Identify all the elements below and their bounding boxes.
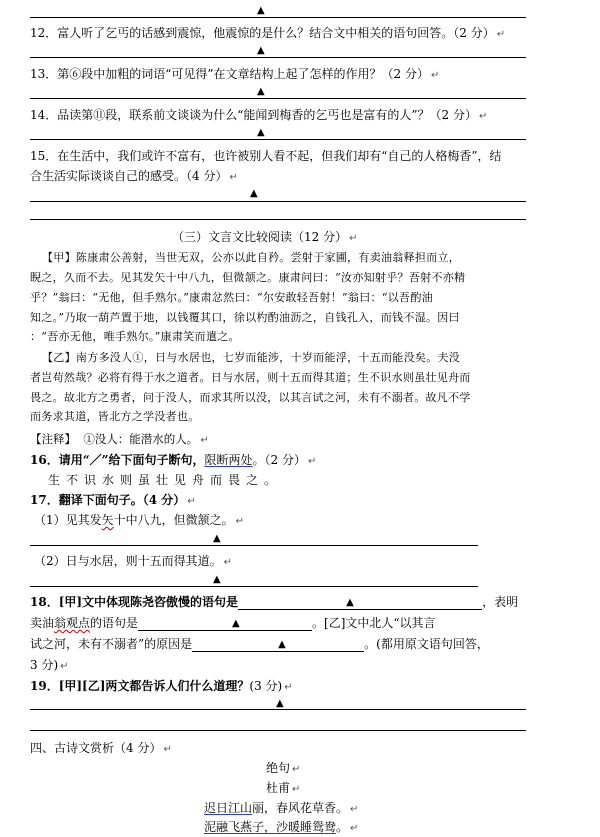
answer-triangle: ▲: [346, 597, 354, 608]
poem-author: 杜甫 ↵: [266, 781, 301, 795]
question-18-line2: 卖油翁观点的语句是 ▲ 。[乙]文中北人“以其言: [30, 616, 436, 630]
answer-triangle: ▲: [232, 618, 240, 629]
section-3-heading: （三）文言文比较阅读（12 分） ↵: [172, 230, 358, 244]
question-19: 19．[甲][乙]两文都告诉人们什么道理？(3 分) ↵: [30, 679, 293, 693]
answer-triangle: ▲: [257, 86, 265, 97]
answer-triangle: ▲: [250, 188, 258, 199]
answer-triangle: ▲: [213, 533, 221, 544]
answer-triangle: ▲: [257, 127, 265, 138]
question-16-sentence: 生不识水则虽壮见舟而畏之。: [48, 473, 283, 487]
question-17-item-2: （2）日与水居，则十五而得其道。 ↵: [34, 554, 233, 568]
question-17: 17．翻译下面句子。（4 分） ↵: [30, 493, 196, 507]
question-16: 16．请用“／”给下面句子断句，限断两处。（2 分） ↵: [30, 453, 317, 467]
answer-line: [30, 219, 526, 220]
answer-line: [30, 730, 526, 731]
answer-blank[interactable]: [238, 597, 482, 610]
question-18-line4: 3 分) ↵: [30, 658, 69, 672]
passage-jia-line: ：“吾亦无他，唯手熟尔。”康肃笑而遣之。: [30, 330, 240, 343]
answer-blank[interactable]: [192, 639, 364, 652]
answer-triangle: ▲: [276, 698, 284, 709]
passage-yi-line: 者岂苟然哉？必将有得于水之道者。日与水居，则十五而得其道；生不识水则虽壮见舟而: [30, 371, 471, 384]
question-13: 13．第⑥段中加粗的词语“可见得”在文章结构上起了怎样的作用？（2 分） ↵: [30, 67, 440, 81]
question-15-line2: 合生活实际谈谈自己的感受。（4 分） ↵: [30, 169, 238, 183]
poem-line-1: 迟日江山丽，春风花草香。 ↵: [204, 801, 359, 815]
answer-line: [30, 17, 526, 18]
question-14: 14．品读第⑪段，联系前文谈谈为什么“能闻到梅香的乞丐也是富有的人”？（2 分） ↵: [30, 108, 488, 122]
annotation-note: 【注释】 ①没人：能潜水的人。 ↵: [30, 432, 209, 446]
passage-jia-line: 知之。”乃取一葫芦置于地，以钱覆其口，徐以杓酌油沥之，自钱孔入，而钱不湿。因曰: [30, 311, 460, 324]
answer-triangle: ▲: [257, 5, 265, 16]
answer-line: [30, 57, 526, 58]
answer-blank[interactable]: [138, 618, 312, 631]
poem-title: 绝句 ↵: [266, 761, 301, 775]
passage-jia-line: 睨之，久而不去。见其发矢十中八九，但微颔之。康肃问曰：“汝亦知射乎？吾射不亦精: [30, 271, 466, 284]
answer-triangle: ▲: [213, 574, 221, 585]
passage-yi-line: 畏之。故北方之勇者，问于没人，而求其所以没，以其言试之河，未有不溺者。故凡不学: [30, 391, 471, 404]
passage-yi-line: 【乙】南方多没人①，日与水居也，七岁而能涉，十岁而能浮，十五而能没矣。夫没: [42, 351, 461, 364]
answer-line: [30, 586, 478, 587]
question-12: 12．富人听了乞丐的话感到震惊，他震惊的是什么？结合文中相关的语句回答。（2 分） ↵: [30, 26, 506, 40]
underlined-phrase: 限断两处: [204, 453, 253, 467]
answer-triangle: ▲: [278, 639, 286, 650]
answer-line: [30, 709, 526, 710]
answer-line: [30, 139, 526, 140]
question-15-line1: 15．在生活中，我们或许不富有，也许被别人看不起，但我们却有“自己的人格梅香”，结: [30, 149, 502, 163]
passage-yi-line: 而务求其道，皆北方之学没者也。: [30, 410, 200, 423]
question-18-line1: 18．[甲]文中体现陈尧咨傲慢的语句是 ▲ ，表明: [30, 595, 519, 609]
answer-line: [30, 201, 526, 202]
answer-triangle: ▲: [257, 45, 265, 56]
answer-line: [30, 545, 478, 546]
poem-line-2: 泥融飞燕子，沙暖睡鸳鸯。 ↵: [204, 820, 359, 834]
answer-line: [30, 98, 526, 99]
question-18-line3: 试之河，未有不溺者”的原因是 ▲ 。(都用原文语句回答，: [30, 637, 489, 651]
question-17-item-1: （1）见其发矢十中八九，但微颔之。 ↵: [34, 513, 245, 527]
section-4-heading: 四、古诗文赏析（4 分） ↵: [30, 741, 172, 755]
passage-jia-line: 乎？”翁曰：“无他，但手熟尔。”康肃忿然曰：“尔安敢轻吾射！”翁曰：“以吾酌油: [30, 291, 433, 304]
passage-jia-line: 【甲】陈康肃公善射，当世无双，公亦以此自矜。尝射于家圃，有卖油翁释担而立，: [42, 251, 461, 264]
